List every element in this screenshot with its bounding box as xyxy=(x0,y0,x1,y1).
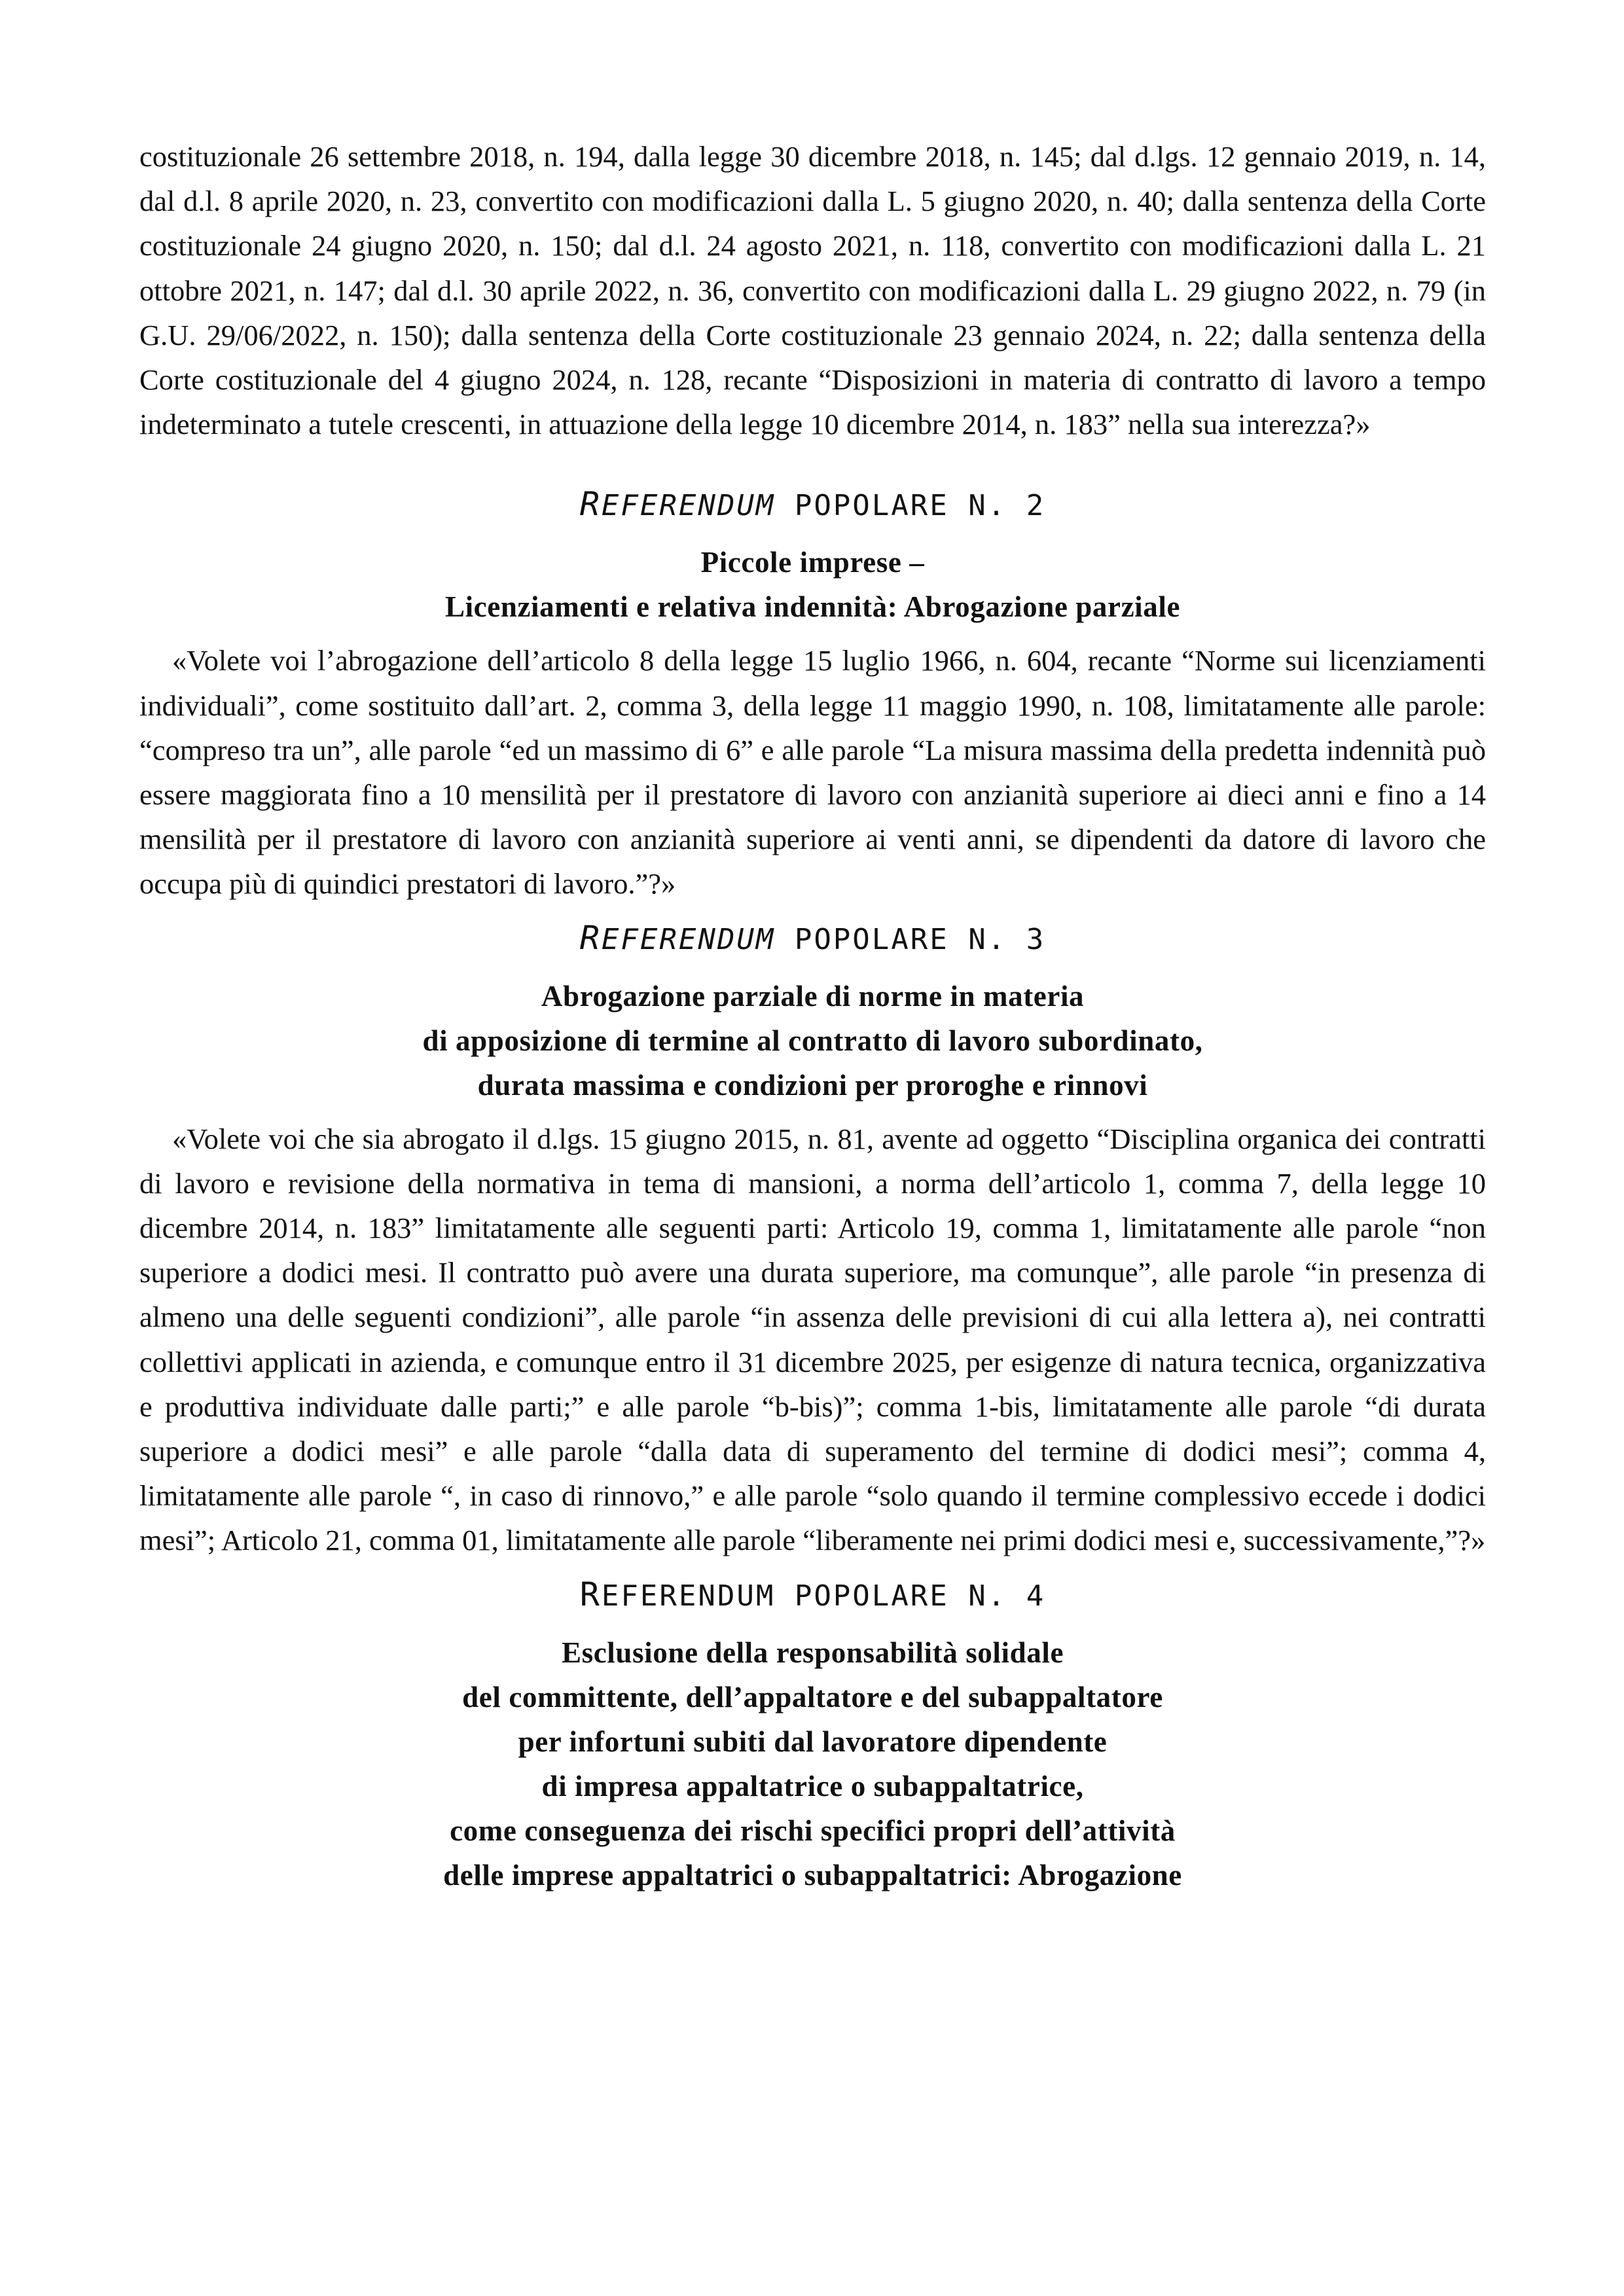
heading-number: POPOLARE N. 4 xyxy=(794,1579,1046,1613)
section-title-line: delle imprese appaltatrici o subappaltatrici: Abrogazione xyxy=(443,1858,1182,1892)
referendum-heading-4 xyxy=(139,1575,1486,1616)
referendum-section-3 xyxy=(139,918,1486,1563)
referendum-section-2 xyxy=(139,484,1486,906)
section-title-line: per infortuni subiti dal lavoratore dipendente xyxy=(518,1725,1108,1758)
referendum-heading-2 xyxy=(139,484,1486,526)
intro-paragraph: costituzionale 26 settembre 2018, n. 194, dalla legge 30 dicembre 2018, n. 145; dal d.lgs. 12 gennaio 2019, n. 14, dal d.l. 8 aprile 2020, n. 23, convertito con modificazioni dalla L. 5 giugno 2020, n. 40; dalla sentenza della Corte costituzionale 24 giugno 2020, n. 150; dal d.l. 24 agosto 2021, n. 118, convertito con modificazioni dalla L. 21 ottobre 2021, n. 147; dal d.l. 30 aprile 2022, n. 36, convertito con modificazioni dalla L. 29 giugno 2022, n. 79 (in G.U. 29/06/2022, n. 150); dalla sentenza della Corte costituzionale 23 gennaio 2024, n. 22; dalla sentenza della Corte costituzionale del 4 giugno 2024, n. 128, recante “Disposizioni in materia di contratto di lavoro a tempo indeterminato a tutele crescenti, in attuazione della legge 10 dicembre 2014, n. 183” nella sua interezza?» xyxy=(139,140,1486,441)
heading-initial: R xyxy=(579,1575,602,1613)
heading-initial: R xyxy=(579,485,602,524)
section-title-line: durata massima e condizioni per proroghe e rinnovi xyxy=(477,1068,1148,1102)
referendum-question-2: «Volete voi l’abrogazione dell’articolo 8 della legge 15 luglio 1966, n. 604, recante “Norme sui licenziamenti individuali”, come sostituito dall’art. 2, comma 3, della legge 11 maggio 1990, n. 108, limitatamente alle parole: “compreso tra un”, alle parole “ed un massimo di 6” e alle parole “La misura massima della predetta indennità può essere maggiorata fino a 10 mensilità per il prestatore di lavoro con anzianità superiore ai dieci anni e fino a 14 mensilità per il prestatore di lavoro con anzianità superiore ai venti anni, se dipendenti da datore di lavoro che occupa più di quindici prestatori di lavoro.”?» xyxy=(139,644,1486,901)
heading-word: EFERENDUM xyxy=(601,922,776,956)
document-content xyxy=(139,134,1486,1897)
heading-word: EFERENDUM xyxy=(601,489,776,523)
section-title-line: del committente, dell’appaltatore e del subappaltatore xyxy=(462,1680,1163,1713)
section-title-line: Esclusione della responsabilità solidale xyxy=(561,1636,1064,1669)
section-title-3 xyxy=(139,974,1486,1107)
heading-initial: R xyxy=(579,918,602,957)
section-title-2 xyxy=(139,540,1486,629)
section-title-line: Piccole imprese – xyxy=(700,546,925,579)
heading-number: POPOLARE N. 3 xyxy=(794,922,1046,956)
section-title-line: Licenziamenti e relativa indennità: Abrogazione parziale xyxy=(444,590,1181,624)
referendum-question-3: «Volete voi che sia abrogato il d.lgs. 15 giugno 2015, n. 81, avente ad oggetto “Disciplina organica dei contratti di lavoro e revisione della normativa in tema di mansioni, a norma dell’articolo 1, comma 7, della legge 10 dicembre 2014, n. 183” limitatamente alle seguenti parti: Articolo 19, comma 1, limitatamente alle parole “non superiore a dodici mesi. Il contratto può avere una durata superiore, ma comunque”, alle parole “in presenza di almeno una delle seguenti condizioni”, alle parole “in assenza delle previsioni di cui alla lettera a), nei contratti collettivi applicati in azienda, e comunque entro il 31 dicembre 2025, per esigenze di natura tecnica, organizzativa e produttiva individuate dalle parti;” e alle parole “b-bis)”; comma 1-bis, limitatamente alle parole “di durata superiore a dodici mesi” e alle parole “dalla data di superamento del termine di dodici mesi”; comma 4, limitatamente alle parole “, in caso di rinnovo,” e alle parole “solo quando il termine complessivo eccede i dodici mesi”; Articolo 21, comma 01, limitatamente alle parole “liberamente nei primi dodici mesi e, successivamente,”?» xyxy=(139,1122,1486,1557)
section-title-line: di apposizione di termine al contratto di lavoro subordinato, xyxy=(422,1024,1203,1057)
section-title-line: di impresa appaltatrice o subappaltatrice, xyxy=(541,1769,1084,1803)
referendum-heading-3 xyxy=(139,918,1486,960)
heading-word: EFERENDUM xyxy=(601,1579,776,1613)
section-title-line: Abrogazione parziale di norme in materia xyxy=(541,979,1085,1013)
referendum-section-4 xyxy=(139,1575,1486,1897)
section-title-line: come conseguenza dei rischi specifici propri dell’attività xyxy=(450,1814,1176,1847)
section-title-4 xyxy=(139,1630,1486,1897)
heading-number: POPOLARE N. 2 xyxy=(794,489,1046,523)
